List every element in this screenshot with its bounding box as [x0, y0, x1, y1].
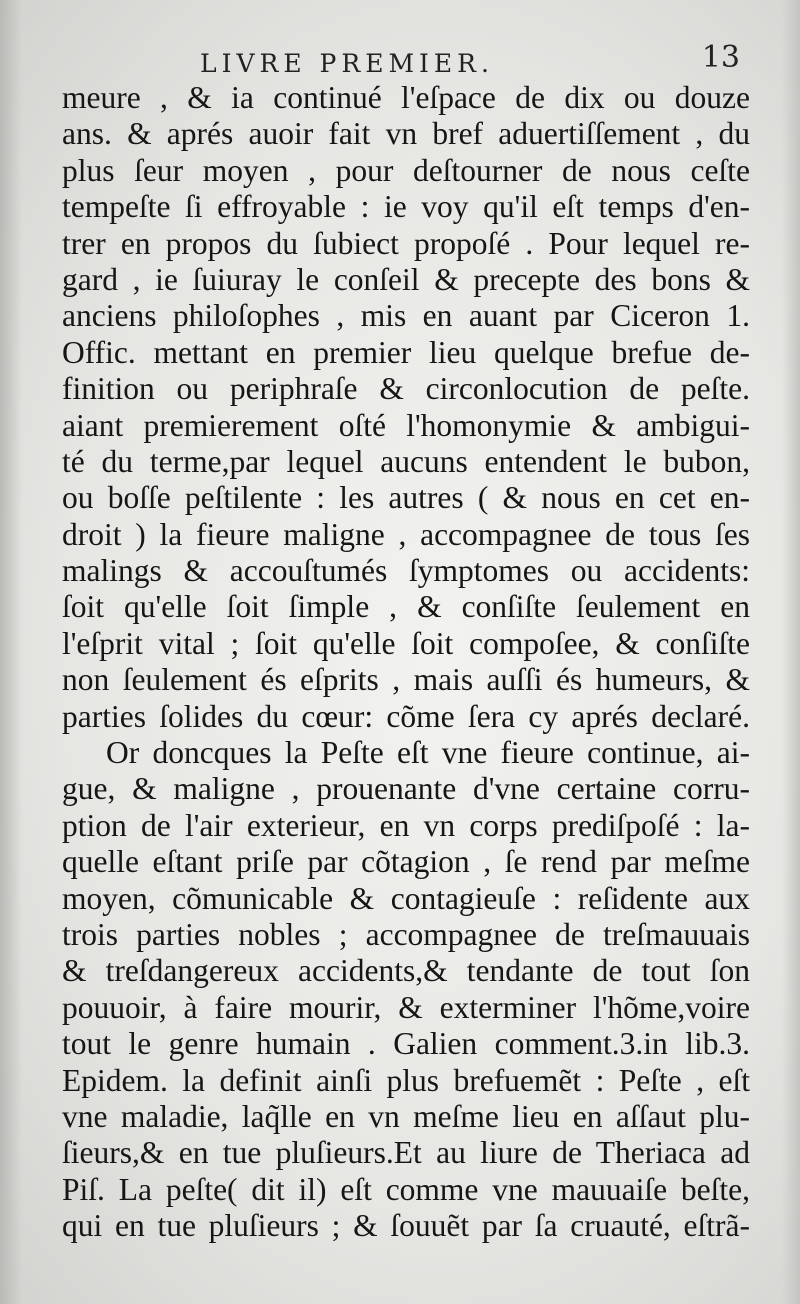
page-shadow-right	[782, 0, 800, 1304]
text-line: l'eſprit vital ; ſoit qu'elle ſoit compoſee, & conſiſte	[62, 625, 750, 661]
text-line: meure , & ia continué l'eſpace de dix ou douze	[62, 80, 750, 115]
text-line: ans. & aprés auoir fait vn bref aduertiſſement , du	[62, 116, 750, 152]
text-line: tempeſte ſi effroyable : ie voy qu'il eſt temps d'en-	[62, 189, 750, 225]
page-number: 13	[701, 40, 740, 75]
text-line: aiant premierement oſté l'homonymie & ambigui-	[62, 407, 750, 443]
text-line: Epidem. la definit ainſi plus brefuemẽt : Peſte , eſt	[62, 1062, 750, 1098]
text-line: gue, & maligne , prouenante d'vne certaine corru-	[62, 771, 750, 807]
text-line: parties ſolides du cœur: cõme ſera cy aprés declaré.	[62, 698, 750, 734]
text-line: trois parties nobles ; accompagnee de treſmauuais	[62, 916, 750, 952]
text-line: trer en propos du ſubiect propoſé . Pour lequel re-	[62, 225, 750, 261]
text-line: qui en tue pluſieurs ; & ſouuẽt par ſa cruauté, eſtrã-	[62, 1208, 750, 1244]
text-line: quelle eſtant priſe par cõtagion , ſe rend par meſme	[62, 844, 750, 880]
text-line: Piſ. La peſte( dit il) eſt comme vne mauuaiſe beſte,	[62, 1171, 750, 1207]
text-line: droit ) la fieure maligne , accompagnee de tous ſes	[62, 516, 750, 552]
text-line: pouuoir, à faire mourir, & exterminer l'hõme,voire	[62, 989, 750, 1025]
text-line: & treſdangereux accidents,& tendante de tout ſon	[62, 953, 750, 989]
text-line: moyen, cõmunicable & contagieuſe : reſidente aux	[62, 880, 750, 916]
text-line: malings & accouſtumés ſymptomes ou accidents:	[62, 553, 750, 589]
running-head: LIVRE PREMIER.	[200, 49, 494, 78]
text-line: tout le genre humain . Galien comment.3.in lib.3.	[62, 1026, 750, 1062]
text-line: ption de l'air exterieur, en vn corps prediſpoſé : la-	[62, 807, 750, 843]
text-line: finition ou periphraſe & circonlocution de peſte.	[62, 371, 750, 407]
text-line: anciens philoſophes , mis en auant par Ciceron 1.	[62, 298, 750, 334]
text-line: ou boſſe peſtilente : les autres ( & nous en cet en-	[62, 480, 750, 516]
text-line: té du terme,par lequel aucuns entendent le bubon,	[62, 443, 750, 479]
page-header	[60, 40, 740, 82]
text-line: gard , ie ſuiuray le conſeil & precepte des bons &	[62, 261, 750, 297]
text-line: vne maladie, laq̃lle en vn meſme lieu en aſſaut plu-	[62, 1098, 750, 1134]
text-line: Offic. mettant en premier lieu quelque brefue de-	[62, 334, 750, 370]
paragraph-start-line: Or doncques la Peſte eſt vne fieure continue, ai-	[106, 735, 750, 771]
text-line: plus ſeur moyen , pour deſtourner de nous ceſte	[62, 152, 750, 188]
body-text	[62, 80, 750, 1245]
page-shadow-left	[0, 0, 22, 1304]
text-line: ſieurs,& en tue pluſieurs.Et au liure de Theriaca ad	[62, 1135, 750, 1171]
text-line: ſoit qu'elle ſoit ſimple , & conſiſte ſeulement en	[62, 589, 750, 625]
text-line: non ſeulement és eſprits , mais auſſi és humeurs, &	[62, 662, 750, 698]
